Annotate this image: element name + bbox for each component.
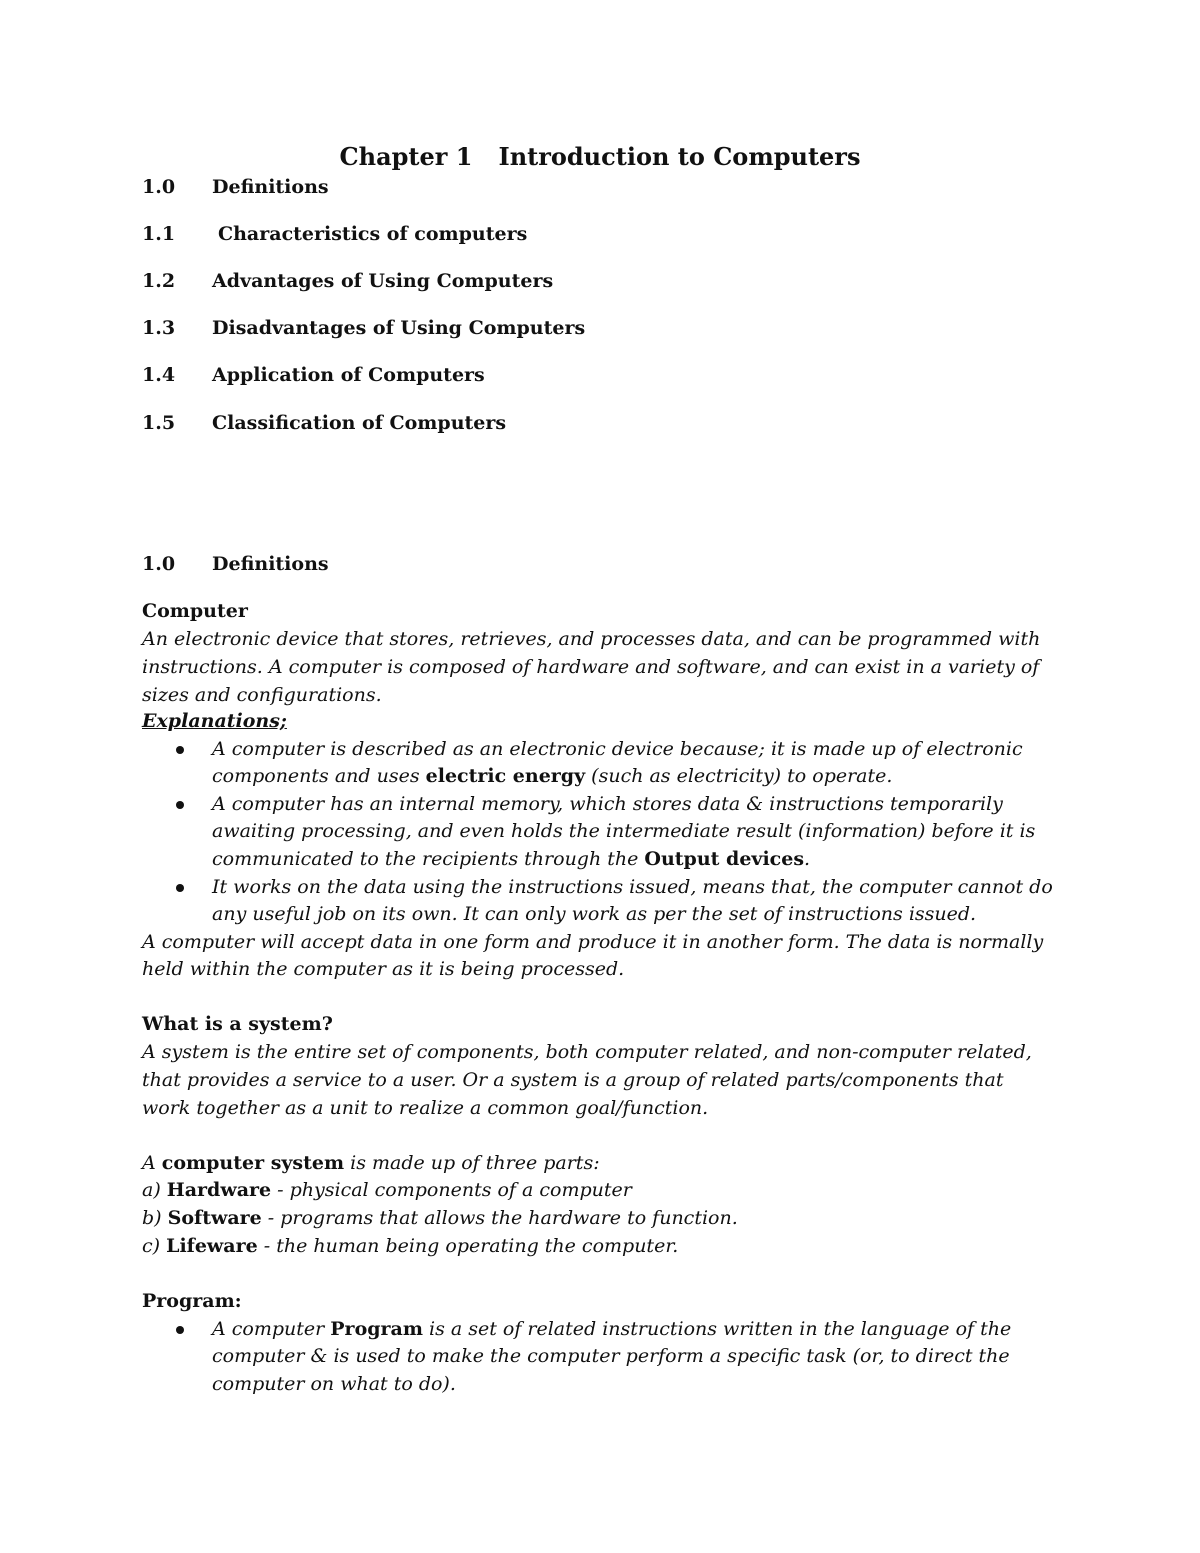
paragraph-line: A computer will accept data in one form and produce it in another form. The data is normally xyxy=(142,931,1044,953)
system-part: b) Software - programs that allows the hardware to function. xyxy=(142,1207,738,1229)
list-item-line: It works on the data using the instructions issued, means that, the computer cannot do xyxy=(212,876,1053,898)
program-heading: Program: xyxy=(142,1290,242,1312)
toc-number: 1.2 xyxy=(142,270,176,292)
part-name: Hardware xyxy=(166,1179,272,1201)
emphasis: Output devices xyxy=(644,848,805,870)
list-item-line: components and uses electric energy (such as electricity) to operate. xyxy=(212,765,893,787)
toc-title: Application of Computers xyxy=(212,364,485,386)
section-title: Definitions xyxy=(212,553,329,575)
bullet-icon xyxy=(176,884,184,892)
toc-title: Classification of Computers xyxy=(212,412,507,434)
computer-heading: Computer xyxy=(142,600,248,622)
toc-number: 1.0 xyxy=(142,176,176,198)
toc-title: Disadvantages of Using Computers xyxy=(212,317,586,339)
toc-title: Advantages of Using Computers xyxy=(212,270,554,292)
part-name: Software xyxy=(167,1207,262,1229)
section-number: 1.0 xyxy=(142,553,176,575)
paragraph-line: work together as a unit to realize a common goal/function. xyxy=(142,1097,709,1119)
toc-number: 1.3 xyxy=(142,317,176,339)
system-heading: What is a system? xyxy=(142,1013,333,1035)
bullet-icon xyxy=(176,746,184,754)
toc-number: 1.5 xyxy=(142,412,176,434)
explanations-label: Explanations; xyxy=(142,710,287,732)
bullet-icon xyxy=(176,801,184,809)
list-item-line: communicated to the recipients through the Output devices. xyxy=(212,848,811,870)
chapter-title xyxy=(0,142,1200,171)
toc-title: Characteristics of computers xyxy=(218,223,528,245)
emphasis: computer system xyxy=(161,1152,345,1174)
list-item-line: awaiting processing, and even holds the intermediate result (information) before it is xyxy=(212,820,1036,842)
list-item-line: A computer has an internal memory, which stores data & instructions temporarily xyxy=(212,793,1003,815)
list-item-line: computer on what to do). xyxy=(212,1373,456,1395)
part-name: Lifeware xyxy=(166,1235,258,1257)
system-part: a) Hardware - physical components of a computer xyxy=(142,1179,632,1201)
chapter-name: Introduction to Computers xyxy=(498,142,861,171)
toc-number: 1.4 xyxy=(142,364,176,386)
paragraph-line: that provides a service to a user. Or a system is a group of related parts/components that xyxy=(142,1069,1004,1091)
toc-number: 1.1 xyxy=(142,223,176,245)
list-item-line: computer & is used to make the computer perform a specific task (or, to direct the xyxy=(212,1345,1010,1367)
list-item-line: A computer Program is a set of related instructions written in the language of the xyxy=(212,1318,1012,1340)
list-item-line: any useful job on its own. It can only work as per the set of instructions issued. xyxy=(212,903,977,925)
computer-definition-line: sizes and configurations. xyxy=(142,684,382,706)
list-item-line: A computer is described as an electronic device because; it is made up of electronic xyxy=(212,738,1023,760)
bullet-icon xyxy=(176,1326,184,1334)
computer-definition-line: An electronic device that stores, retrieves, and processes data, and can be programmed with xyxy=(142,628,1041,650)
paragraph-line: A system is the entire set of components, both computer related, and non-computer related, xyxy=(142,1041,1032,1063)
emphasis: electric energy xyxy=(425,765,586,787)
paragraph-line: held within the computer as it is being processed. xyxy=(142,958,625,980)
emphasis: Program xyxy=(330,1318,423,1340)
toc-title: Definitions xyxy=(212,176,329,198)
computer-system-intro: A computer system is made up of three parts: xyxy=(142,1152,600,1174)
computer-definition-line: instructions. A computer is composed of hardware and software, and can exist in a variety of xyxy=(142,656,1040,678)
chapter-label: Chapter 1 xyxy=(339,142,473,171)
system-part: c) Lifeware - the human being operating the computer. xyxy=(142,1235,679,1257)
